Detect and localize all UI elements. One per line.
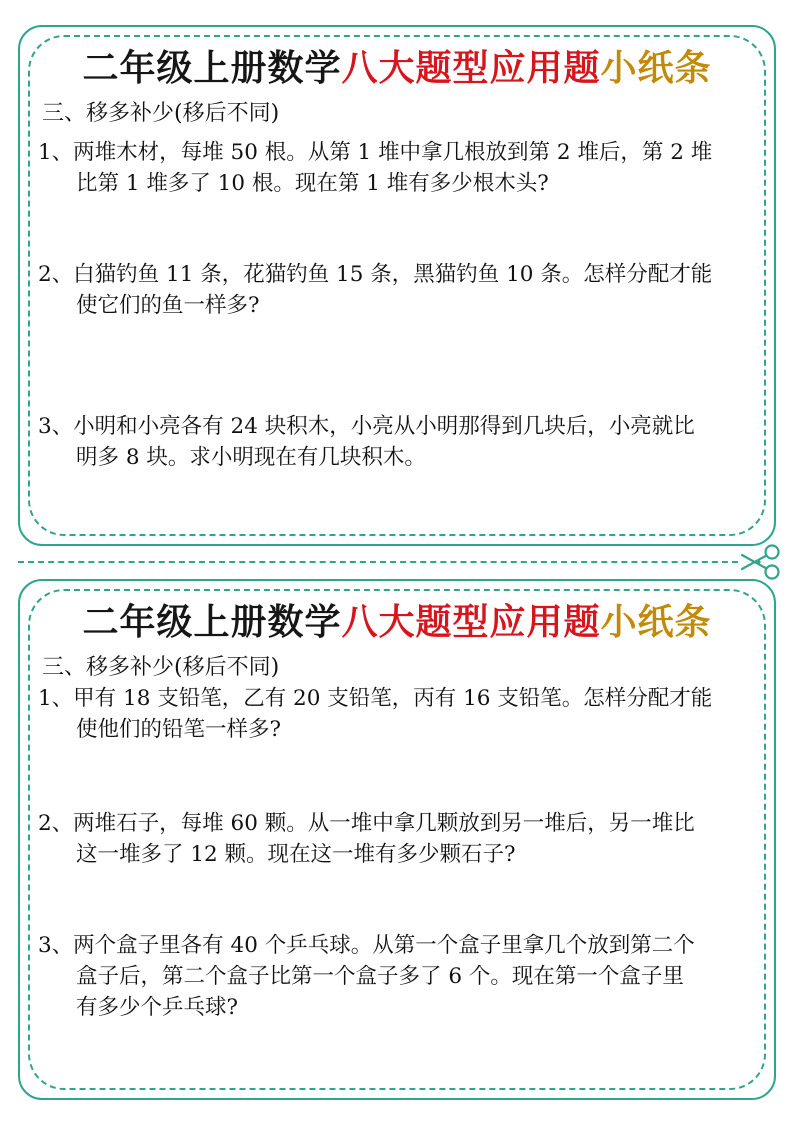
problem-line: 3、小明和小亮各有 24 块积木，小亮从小明那得到几块后，小亮就比 [38, 414, 695, 439]
section-heading: 三、移多补少(移后不同) [42, 655, 280, 680]
problem-line: 1、两堆木材，每堆 50 根。从第 1 堆中拿几根放到第 2 堆后，第 2 堆 [38, 140, 713, 165]
title-grade-subject: 二年级上册数学 [82, 48, 342, 89]
title-slip: 小纸条 [600, 602, 712, 643]
problem-3 [38, 411, 760, 473]
problem-line: 盒子后，第二个盒子比第一个盒子多了 6 个。现在第一个盒子里 [76, 964, 684, 989]
title-topic: 八大题型应用题 [341, 602, 601, 643]
problem-line: 2、两堆石子，每堆 60 颗。从一堆中拿几颗放到另一堆后，另一堆比 [38, 811, 695, 836]
section-heading: 三、移多补少(移后不同) [42, 101, 280, 126]
problem-3 [38, 930, 760, 1023]
problem-line: 3、两个盒子里各有 40 个乒乓球。从第一个盒子里拿几个放到第二个 [38, 933, 695, 958]
problem-line: 使它们的鱼一样多? [76, 293, 260, 318]
problem-line: 2、白猫钓鱼 11 条，花猫钓鱼 15 条，黑猫钓鱼 10 条。怎样分配才能 [38, 262, 713, 287]
cut-line [18, 561, 738, 563]
problem-line: 使他们的铅笔一样多? [76, 717, 282, 742]
problem-line: 比第 1 堆多了 10 根。现在第 1 堆有多少根木头? [76, 171, 549, 196]
card-title [20, 47, 774, 91]
problem-line: 明多 8 块。求小明现在有几块积木。 [76, 445, 426, 470]
problem-1 [38, 137, 760, 199]
card-title [20, 601, 774, 645]
problem-2 [38, 808, 760, 870]
title-slip: 小纸条 [600, 48, 712, 89]
problem-2 [38, 259, 760, 321]
title-topic: 八大题型应用题 [341, 48, 601, 89]
worksheet-card-top [18, 25, 776, 546]
title-grade-subject: 二年级上册数学 [82, 602, 342, 643]
problem-line: 这一堆多了 12 颗。现在这一堆有多少颗石子? [76, 842, 516, 867]
scissors-icon [738, 543, 784, 581]
worksheet-card-bottom [18, 579, 776, 1100]
problem-line: 有多少个乒乓球? [76, 995, 239, 1020]
problem-line: 1、甲有 18 支铅笔，乙有 20 支铅笔，丙有 16 支铅笔。怎样分配才能 [38, 686, 713, 711]
problem-1 [38, 683, 760, 745]
